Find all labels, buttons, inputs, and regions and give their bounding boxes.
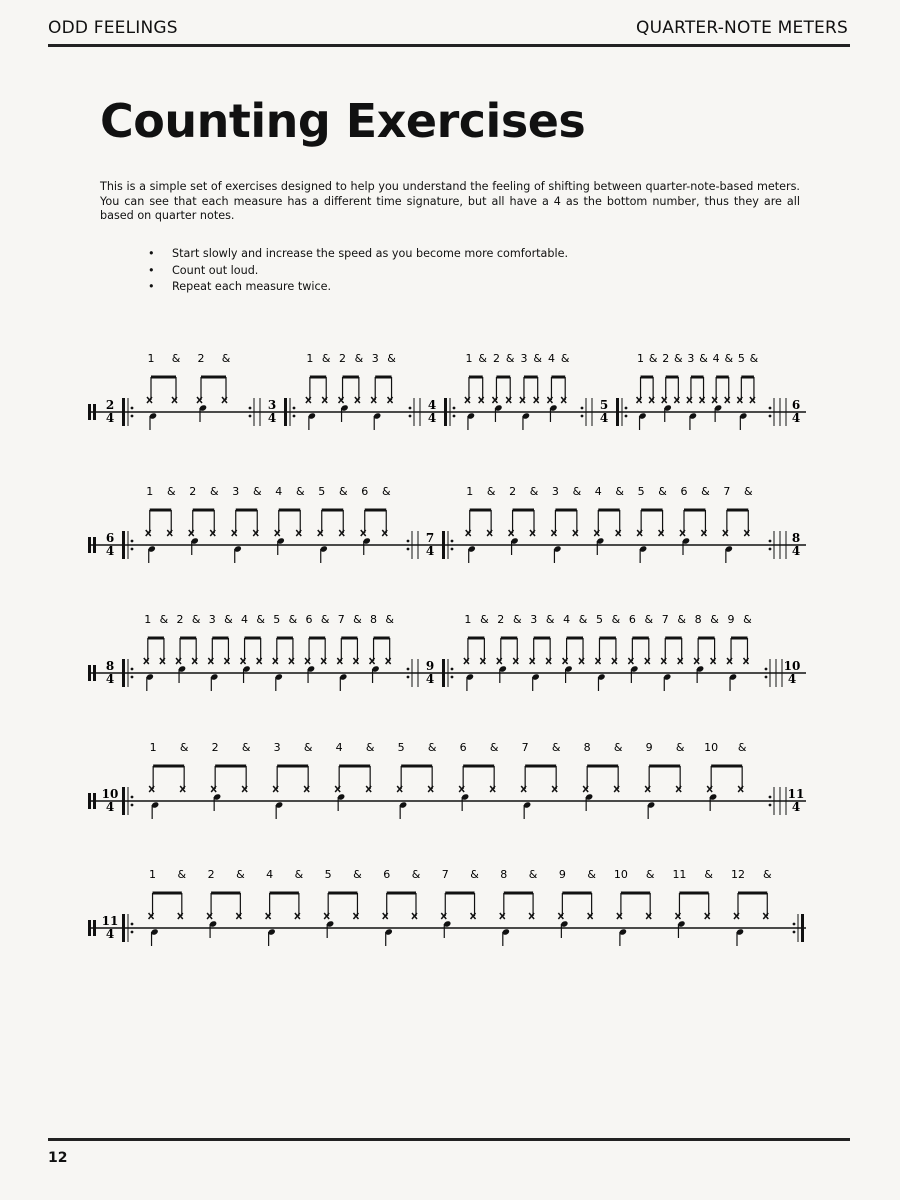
repeat-dot	[407, 668, 410, 671]
repeat-thick-bar	[616, 398, 619, 426]
count-label: 2	[197, 352, 205, 365]
count-label: 4	[547, 352, 555, 365]
count-label: &	[675, 741, 685, 754]
percussion-clef-icon	[88, 665, 91, 681]
count-label: &	[724, 352, 734, 365]
count-label: 4	[275, 485, 283, 498]
count-label: &	[701, 485, 710, 498]
count-label: &	[303, 741, 313, 754]
count-label: &	[743, 485, 753, 498]
repeat-dot	[451, 676, 454, 679]
courtesy-time-signature-top: 10	[783, 659, 801, 673]
count-label: 1	[149, 741, 157, 754]
count-label: &	[224, 613, 233, 626]
count-label: &	[749, 352, 759, 365]
repeat-dot	[625, 415, 628, 418]
repeat-dot	[451, 540, 454, 543]
count-label: &	[489, 741, 499, 754]
count-label: &	[320, 613, 330, 626]
count-label: 2	[176, 613, 184, 626]
count-label: 1	[466, 485, 474, 498]
count-label: 8	[370, 613, 378, 626]
repeat-dot	[409, 415, 412, 418]
count-label: &	[321, 352, 331, 365]
count-label: &	[533, 352, 542, 365]
count-label: 3	[273, 741, 281, 754]
percussion-clef-icon	[88, 920, 91, 936]
repeat-dot	[131, 931, 134, 934]
repeat-thick-bar	[122, 787, 125, 815]
repeat-dot	[451, 668, 454, 671]
count-label: &	[611, 613, 621, 626]
time-signature-bottom: 4	[105, 411, 115, 425]
count-label: 6	[383, 868, 391, 881]
time-signature-top: 9	[425, 659, 435, 673]
repeat-dot	[765, 676, 768, 679]
repeat-dot	[581, 407, 584, 410]
time-signature-top: 11	[101, 914, 119, 928]
page-number: 12	[48, 1150, 68, 1166]
count-label: 3	[232, 485, 240, 498]
count-label: 1	[146, 485, 154, 498]
repeat-thick-bar	[122, 398, 125, 426]
count-label: 3	[371, 352, 379, 365]
time-signature-top: 10	[101, 787, 119, 801]
time-signature-bottom: 4	[425, 544, 435, 558]
count-label: &	[338, 485, 348, 498]
count-label: &	[505, 352, 515, 365]
count-label: 1	[465, 352, 473, 365]
time-signature-top: 7	[425, 531, 435, 545]
count-label: 2	[189, 485, 197, 498]
count-label: &	[470, 868, 479, 881]
count-label: &	[572, 485, 582, 498]
count-label: 7	[337, 613, 345, 626]
count-label: &	[704, 868, 714, 881]
count-label: &	[645, 868, 655, 881]
repeat-dot	[793, 923, 796, 926]
count-label: &	[545, 613, 555, 626]
count-label: &	[191, 613, 201, 626]
repeat-dot	[407, 540, 410, 543]
courtesy-time-signature-bottom: 4	[791, 544, 801, 558]
count-label: 1	[306, 352, 314, 365]
repeat-dot	[249, 407, 252, 410]
time-signature-bottom: 4	[105, 927, 115, 941]
time-signature-bottom: 4	[267, 411, 277, 425]
count-label: 6	[680, 485, 688, 498]
repeat-dot	[249, 415, 252, 418]
count-label: 6	[459, 741, 467, 754]
percussion-clef-icon	[88, 537, 91, 553]
courtesy-time-signature-bottom: 4	[791, 411, 801, 425]
courtesy-time-signature-bottom: 4	[787, 672, 797, 686]
count-label: 6	[305, 613, 313, 626]
repeat-dot	[131, 548, 134, 551]
count-label: 2	[662, 352, 670, 365]
count-label: &	[295, 485, 305, 498]
count-label: &	[529, 485, 539, 498]
time-signature-bottom: 4	[427, 411, 437, 425]
count-label: 10	[613, 868, 628, 881]
count-label: &	[179, 741, 189, 754]
count-label: 1	[147, 352, 155, 365]
count-label: &	[411, 868, 421, 881]
count-label: &	[615, 485, 625, 498]
instruction-item: • Start slowly and increase the speed as you become more comfortable.	[148, 246, 568, 263]
count-label: 2	[497, 613, 505, 626]
percussion-clef-icon	[93, 665, 96, 681]
repeat-dot	[769, 796, 772, 799]
count-label: 6	[628, 613, 636, 626]
repeat-dot	[769, 548, 772, 551]
count-label: &	[221, 352, 231, 365]
repeat-dot	[131, 415, 134, 418]
instruction-item: • Count out loud.	[148, 263, 568, 280]
percussion-clef-icon	[93, 404, 96, 420]
count-label: 1	[149, 868, 157, 881]
count-label: 2	[211, 741, 219, 754]
count-label: &	[171, 352, 181, 365]
count-label: &	[241, 741, 251, 754]
count-label: &	[353, 613, 362, 626]
repeat-dot	[451, 548, 454, 551]
count-label: &	[288, 613, 298, 626]
courtesy-time-signature-top: 11	[787, 787, 805, 801]
repeat-dot	[131, 668, 134, 671]
time-signature-bottom: 4	[105, 800, 115, 814]
count-label: 3	[530, 613, 538, 626]
count-label: 8	[500, 868, 508, 881]
repeat-dot	[131, 407, 134, 410]
count-label: 9	[645, 741, 653, 754]
repeat-dot	[131, 676, 134, 679]
repeat-dot	[407, 548, 410, 551]
count-label: &	[365, 741, 375, 754]
repeat-dot	[131, 923, 134, 926]
time-signature-top: 5	[599, 398, 609, 412]
count-label: &	[354, 352, 364, 365]
percussion-clef-icon	[93, 793, 96, 809]
intro-paragraph: This is a simple set of exercises designed to help you understand the feeling of shifting between quarter-note-based meters. You can see that each measure has a different time signature, but all have a 4 as the bottom number, thus they are all based on quarter notes.	[100, 180, 800, 222]
count-label: 3	[520, 352, 528, 365]
repeat-dot	[769, 407, 772, 410]
final-barline	[801, 914, 804, 942]
repeat-thick-bar	[122, 531, 125, 559]
count-label: 5	[324, 868, 332, 881]
count-label: &	[480, 613, 489, 626]
count-label: 5	[737, 352, 745, 365]
count-label: &	[294, 868, 304, 881]
time-signature-top: 3	[267, 398, 277, 412]
count-label: 7	[521, 741, 529, 754]
time-signature-top: 8	[105, 659, 115, 673]
count-label: &	[478, 352, 487, 365]
count-label: 4	[241, 613, 249, 626]
count-label: &	[674, 352, 683, 365]
count-label: 2	[492, 352, 500, 365]
count-label: 5	[318, 485, 326, 498]
count-label: 11	[672, 868, 687, 881]
count-label: 4	[266, 868, 274, 881]
count-label: &	[710, 613, 719, 626]
count-label: 5	[637, 485, 645, 498]
count-label: 4	[712, 352, 720, 365]
time-signature-bottom: 4	[105, 672, 115, 686]
count-label: 10	[704, 741, 719, 754]
count-label: 8	[694, 613, 702, 626]
count-label: 5	[273, 613, 281, 626]
running-header-left: ODD FEELINGS	[48, 18, 178, 38]
count-label: &	[743, 613, 752, 626]
count-label: 1	[144, 613, 152, 626]
count-label: 2	[207, 868, 215, 881]
repeat-thick-bar	[122, 914, 125, 942]
repeat-thick-bar	[444, 398, 447, 426]
repeat-thick-bar	[284, 398, 287, 426]
count-label: &	[209, 485, 219, 498]
count-label: &	[159, 613, 169, 626]
count-label: 3	[551, 485, 559, 498]
repeat-dot	[625, 407, 628, 410]
count-label: 3	[208, 613, 216, 626]
count-label: 7	[441, 868, 449, 881]
percussion-clef-icon	[93, 920, 96, 936]
count-label: &	[613, 741, 623, 754]
repeat-dot	[131, 540, 134, 543]
count-label: 6	[361, 485, 369, 498]
count-label: &	[648, 352, 658, 365]
running-header-right: QUARTER-NOTE METERS	[636, 18, 848, 38]
count-label: &	[252, 485, 262, 498]
percussion-clef-icon	[93, 537, 96, 553]
count-label: &	[560, 352, 570, 365]
instruction-item: • Repeat each measure twice.	[148, 279, 568, 296]
count-label: 4	[594, 485, 602, 498]
count-label: 1	[637, 352, 645, 365]
count-label: 4	[563, 613, 571, 626]
count-label: &	[512, 613, 522, 626]
count-label: 4	[335, 741, 343, 754]
count-label: &	[677, 613, 686, 626]
count-label: 7	[661, 613, 669, 626]
count-label: &	[427, 741, 437, 754]
count-label: &	[387, 352, 396, 365]
count-label: &	[551, 741, 561, 754]
count-label: &	[737, 741, 747, 754]
repeat-dot	[453, 415, 456, 418]
repeat-thick-bar	[122, 659, 125, 687]
repeat-dot	[769, 804, 772, 807]
footer-rule	[48, 1138, 850, 1141]
repeat-dot	[131, 796, 134, 799]
count-label: &	[256, 613, 265, 626]
count-label: &	[353, 868, 362, 881]
courtesy-time-signature-top: 8	[791, 531, 801, 545]
time-signature-bottom: 4	[599, 411, 609, 425]
repeat-thick-bar	[442, 659, 445, 687]
repeat-dot	[131, 804, 134, 807]
repeat-dot	[407, 676, 410, 679]
repeat-dot	[581, 415, 584, 418]
count-label: 9	[558, 868, 566, 881]
count-label: &	[528, 868, 538, 881]
time-signature-top: 6	[105, 531, 115, 545]
repeat-dot	[293, 415, 296, 418]
count-label: &	[578, 613, 588, 626]
page-title: Counting Exercises	[100, 94, 586, 148]
repeat-dot	[293, 407, 296, 410]
count-label: 2	[509, 485, 517, 498]
time-signature-top: 2	[105, 398, 115, 412]
count-label: 8	[583, 741, 591, 754]
count-label: 5	[595, 613, 603, 626]
time-signature-bottom: 4	[105, 544, 115, 558]
count-label: 3	[687, 352, 695, 365]
count-label: &	[644, 613, 654, 626]
repeat-dot	[793, 931, 796, 934]
count-label: &	[486, 485, 496, 498]
count-label: &	[166, 485, 176, 498]
repeat-dot	[769, 415, 772, 418]
time-signature-bottom: 4	[425, 672, 435, 686]
repeat-dot	[769, 540, 772, 543]
count-label: &	[699, 352, 708, 365]
count-label: 2	[339, 352, 347, 365]
count-label: &	[385, 613, 394, 626]
repeat-dot	[765, 668, 768, 671]
count-label: &	[236, 868, 245, 881]
count-label: &	[381, 485, 391, 498]
count-label: 12	[730, 868, 745, 881]
count-label: 1	[464, 613, 472, 626]
repeat-dot	[409, 407, 412, 410]
count-label: 9	[727, 613, 735, 626]
count-label: &	[177, 868, 187, 881]
count-label: &	[658, 485, 667, 498]
count-label: &	[587, 868, 596, 881]
count-label: 7	[723, 485, 731, 498]
time-signature-top: 4	[427, 398, 437, 412]
count-label: 5	[397, 741, 405, 754]
repeat-dot	[453, 407, 456, 410]
repeat-thick-bar	[442, 531, 445, 559]
percussion-clef-icon	[88, 404, 91, 420]
percussion-clef-icon	[88, 793, 91, 809]
courtesy-time-signature-top: 6	[791, 398, 801, 412]
courtesy-time-signature-bottom: 4	[791, 800, 801, 814]
count-label: &	[762, 868, 772, 881]
